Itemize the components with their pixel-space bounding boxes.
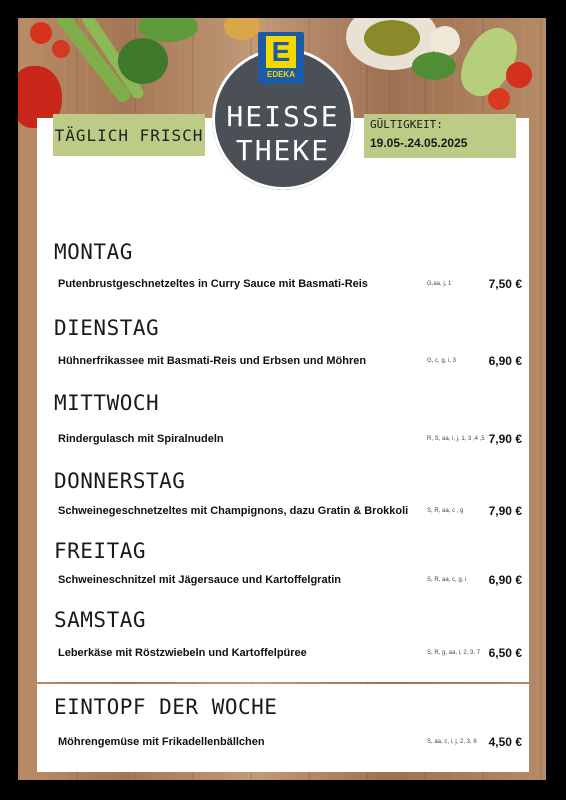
tomato-illustration (30, 22, 52, 44)
olives-illustration (364, 20, 420, 56)
dish-price: 7,50 € (488, 277, 522, 291)
tomato-illustration (488, 88, 510, 110)
dish-price: 7,90 € (488, 504, 522, 518)
gueltigkeit-box (364, 114, 516, 158)
edeka-logo-text: EDEKA (266, 70, 295, 79)
allergen-codes: S, R, g, aa, i, 2, 3, 7 (427, 650, 481, 656)
allergen-codes: R, S, aa, i, j, 1, 3 ,4 ,5 (427, 436, 485, 442)
eintopf-heading: EINTOPF DER WOCHE (54, 695, 278, 719)
dish-price: 6,90 € (488, 354, 522, 368)
dish-price: 7,90 € (488, 432, 522, 446)
dish-price: 6,50 € (488, 646, 522, 660)
badge-line-2: THEKE (235, 134, 331, 167)
allergen-codes: G,aa, j, 1 (427, 281, 452, 287)
allergen-codes: S, R, aa, c, g, i (427, 577, 467, 583)
nuts-illustration (224, 18, 260, 40)
dish-name: Rindergulasch mit Spiralnudeln (58, 433, 224, 445)
badge-line-1: HEISSE (226, 100, 340, 133)
tomato-illustration (506, 62, 532, 88)
dish-name: Putenbrustgeschnetzeltes in Curry Sauce mit Basmati-Reis (58, 278, 368, 290)
herb-leaves-illustration (412, 52, 456, 80)
eintopf-price: 4,50 € (488, 735, 522, 749)
broccoli-illustration (118, 38, 168, 84)
dish-name: Leberkäse mit Röstzwiebeln und Kartoffelpüree (58, 647, 307, 659)
allergen-codes: S, R, aa, c , g (427, 508, 464, 514)
eintopf-dish: Möhrengemüse mit Frikadellenbällchen (58, 736, 265, 748)
day-heading: DIENSTAG (54, 316, 160, 340)
edeka-e-icon: E (266, 36, 296, 68)
day-heading: MONTAG (54, 240, 133, 264)
dish-name: Schweinegeschnetzeltes mit Champignons, dazu Gratin & Brokkoli (58, 505, 409, 517)
gueltigkeit-label: GÜLTIGKEIT: (370, 118, 443, 131)
day-heading: SAMSTAG (54, 608, 147, 632)
edeka-logo (258, 32, 304, 84)
dish-name: Schweineschnitzel mit Jägersauce und Kartoffelgratin (58, 574, 342, 586)
taeglich-frisch-label: TÄGLICH FRISCH (53, 114, 205, 156)
dish-name: Hühnerfrikassee mit Basmati-Reis und Erbsen und Möhren (58, 355, 367, 367)
allergen-codes: G, c, g, i, 3 (427, 358, 457, 364)
day-heading: DONNERSTAG (54, 469, 186, 493)
day-heading: FREITAG (54, 539, 147, 563)
dish-price: 6,90 € (488, 573, 522, 587)
menu-page (18, 18, 546, 780)
day-heading: MITTWOCH (54, 391, 160, 415)
eintopf-allergens: S, aa, c, i, j, 2, 3, 6 (427, 739, 477, 745)
tomato-illustration (52, 40, 70, 58)
gueltigkeit-value: 19.05-.24.05.2025 (370, 136, 468, 150)
